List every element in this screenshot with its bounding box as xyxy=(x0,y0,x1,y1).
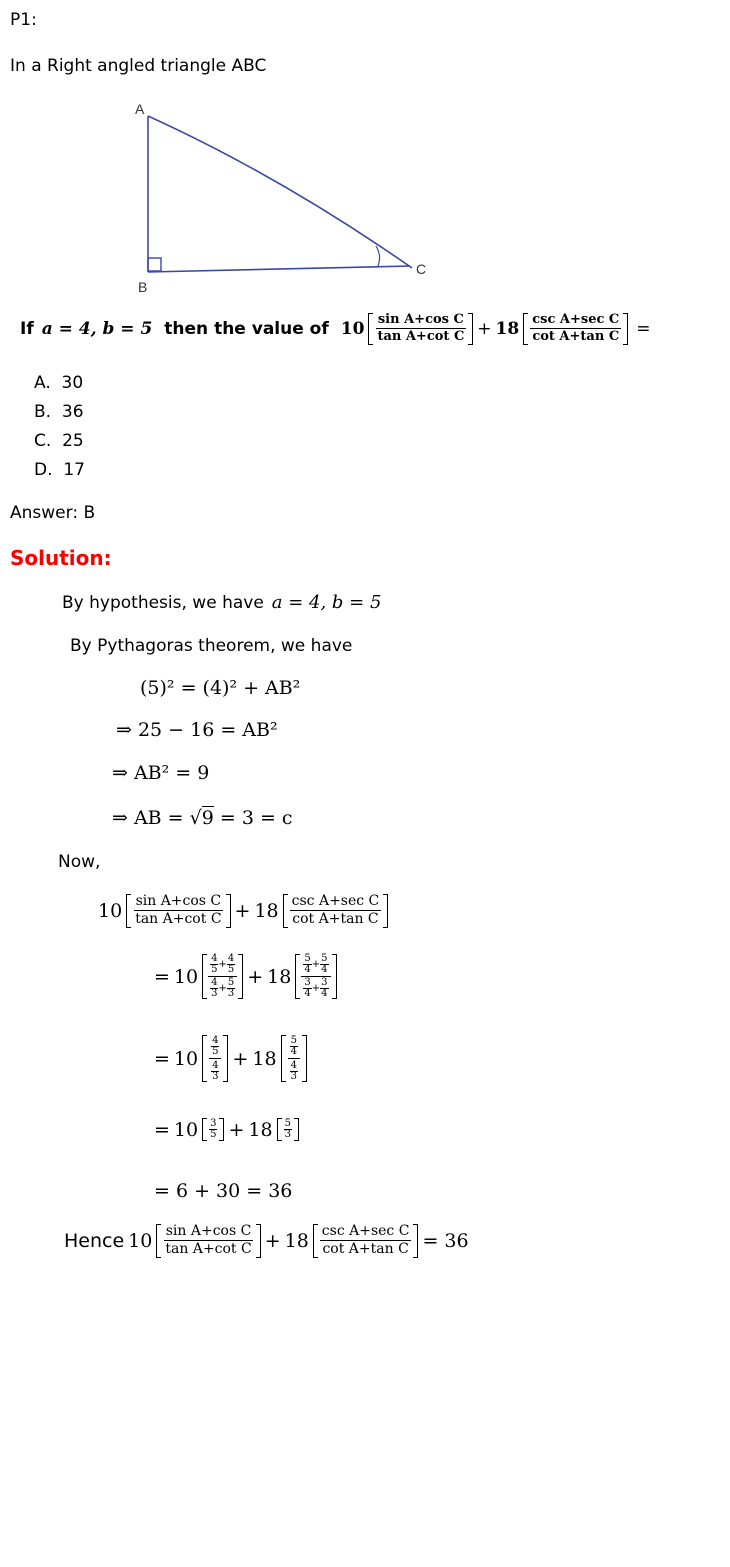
eq4-f1-n: 3 xyxy=(210,1118,217,1129)
question-middle: then the value of xyxy=(164,318,329,339)
eq3-f1-d-n: 4 xyxy=(212,1060,219,1071)
question-coef1: 10 xyxy=(340,318,365,339)
eq3-coef1: 10 xyxy=(173,1047,199,1070)
eq4-f2-n: 5 xyxy=(284,1118,291,1129)
eq3-f1-n-n: 4 xyxy=(212,1035,219,1046)
equation-line-5: = 6 + 30 = 36 xyxy=(154,1180,293,1202)
now-label: Now, xyxy=(58,852,101,872)
hypothesis-math: a = 4, b = 5 xyxy=(271,592,382,613)
eq2-plus: + xyxy=(247,965,264,988)
eq4-equals: = xyxy=(154,1118,170,1141)
label-a: A xyxy=(135,101,145,117)
question-coef2: 18 xyxy=(495,318,520,339)
hence-frac1-num: sin A+cos C xyxy=(164,1224,254,1241)
eq2-f2-n1-d: 4 xyxy=(304,964,311,975)
eq2-f2-d1-n: 3 xyxy=(304,977,311,988)
eq2-f2-n1-n: 5 xyxy=(304,953,311,964)
side-ac xyxy=(148,116,412,268)
option-d-letter: D. xyxy=(34,460,53,480)
eq4-coef2: 18 xyxy=(248,1118,273,1141)
problem-statement: In a Right angled triangle ABC xyxy=(10,56,267,76)
hence-label: Hence xyxy=(64,1229,125,1252)
eq4-f1-d: 5 xyxy=(210,1129,217,1140)
eq4-f2-d: 3 xyxy=(284,1129,291,1140)
eq1-bracket2 xyxy=(283,894,389,928)
step-3: ⇒ AB² = 9 xyxy=(112,762,210,784)
question-frac1-den: tan A+cot C xyxy=(377,329,465,345)
option-c-letter: C. xyxy=(34,431,52,451)
side-bc xyxy=(148,266,410,272)
option-b xyxy=(34,402,84,422)
eq3-plus: + xyxy=(232,1047,249,1070)
label-b: B xyxy=(138,279,148,295)
eq2-f2-n2-d: 4 xyxy=(321,964,328,975)
eq2-f1-n2-n: 4 xyxy=(227,953,235,964)
eq3-f1-d-d: 3 xyxy=(212,1071,219,1082)
question-bracket2 xyxy=(523,313,628,345)
eq2-f1-d2-n: 5 xyxy=(227,977,235,988)
equation-line-3 xyxy=(154,1035,307,1082)
question-plus: + xyxy=(477,318,492,339)
eq2-f1-d2-d: 3 xyxy=(227,988,235,999)
question-frac2-den: cot A+tan C xyxy=(532,329,620,345)
step-2: ⇒ 25 − 16 = AB² xyxy=(116,719,278,741)
eq2-f2-d2-n: 3 xyxy=(321,977,328,988)
eq3-coef2: 18 xyxy=(252,1047,277,1070)
option-c xyxy=(34,431,84,451)
step-1: (5)² = (4)² + AB² xyxy=(140,677,301,699)
hence-frac2-den: cot A+tan C xyxy=(322,1241,409,1258)
equation-line-4 xyxy=(154,1118,299,1141)
eq3-bracket2 xyxy=(281,1035,307,1082)
eq1-frac1-num: sin A+cos C xyxy=(134,894,224,911)
option-a-letter: A. xyxy=(34,373,51,393)
pythagoras-text: By Pythagoras theorem, we have xyxy=(70,636,353,656)
hence-coef1: 10 xyxy=(128,1229,153,1252)
equation-line-2 xyxy=(154,954,337,999)
step-4-c: = 3 = c xyxy=(213,807,293,829)
solution-heading: Solution: xyxy=(10,546,112,570)
question-line xyxy=(20,313,651,345)
step-4-a: ⇒ AB = √ xyxy=(112,807,202,829)
eq2-f2-d2-d: 4 xyxy=(321,988,328,999)
step-4 xyxy=(112,807,293,829)
eq1-frac2-den: cot A+tan C xyxy=(292,911,379,928)
eq1-bracket1 xyxy=(126,894,230,928)
question-prefix: If xyxy=(20,318,34,339)
option-d xyxy=(34,460,85,480)
right-angle-mark xyxy=(148,258,161,271)
eq2-equals: = xyxy=(154,965,170,988)
option-b-value: 36 xyxy=(61,402,84,422)
hence-line xyxy=(64,1224,469,1258)
eq3-f2-n-d: 4 xyxy=(290,1046,297,1057)
eq2-f1-n2-d: 5 xyxy=(227,964,235,975)
eq2-f1-d1-n: 4 xyxy=(211,977,218,988)
eq3-f1-n-d: 5 xyxy=(212,1046,219,1057)
eq2-f1-n1-d: 5 xyxy=(211,964,218,975)
label-c: C xyxy=(416,261,427,277)
eq3-bracket1 xyxy=(202,1035,228,1082)
option-b-letter: B. xyxy=(34,402,52,422)
hence-bracket2 xyxy=(313,1224,419,1258)
eq4-bracket1 xyxy=(202,1118,224,1141)
angle-c-arc xyxy=(376,246,380,266)
eq2-f2-d1-d: 4 xyxy=(304,988,311,999)
eq2-f2-n2-n: 5 xyxy=(321,953,328,964)
hence-plus: + xyxy=(264,1229,281,1252)
option-a xyxy=(34,373,83,393)
hence-bracket1 xyxy=(156,1224,260,1258)
eq4-plus: + xyxy=(228,1118,245,1141)
eq2-f1-d1-d: 3 xyxy=(211,988,218,999)
eq2-bracket2: 5 4 + $\frac{5}{4}$ 3 4 + $\frac{3}{4}$ xyxy=(295,954,336,999)
eq1-plus: + xyxy=(234,899,251,922)
question-frac2-num: csc A+sec C xyxy=(530,313,621,329)
eq2-bracket1: 4 5 + $\frac{4}{5}$ 4 3 + $\frac{5}{3}$ xyxy=(202,954,243,999)
hypothesis-text: By hypothesis, we have xyxy=(62,592,264,613)
hence-frac1-den: tan A+cot C xyxy=(165,1241,252,1258)
eq3-f2-d-n: 4 xyxy=(290,1060,297,1071)
eq3-f2-d-d: 3 xyxy=(290,1071,297,1082)
equation-line-1 xyxy=(98,894,388,928)
eq3-f2-n-n: 5 xyxy=(290,1035,297,1046)
option-c-value: 25 xyxy=(62,431,84,451)
eq4-bracket2 xyxy=(277,1118,299,1141)
hence-coef2: 18 xyxy=(284,1229,309,1252)
eq2-f1-n1-n: 4 xyxy=(211,953,218,964)
question-frac1-num: sin A+cos C xyxy=(376,313,466,329)
step-4-radicand: 9 xyxy=(201,807,214,829)
eq1-frac2-num: csc A+sec C xyxy=(290,894,382,911)
eq3-equals: = xyxy=(154,1047,170,1070)
hence-frac2-num: csc A+sec C xyxy=(320,1224,412,1241)
question-bracket1 xyxy=(368,313,473,345)
hypothesis-line xyxy=(62,592,381,613)
answer-line: Answer: B xyxy=(10,503,96,523)
eq1-frac1-den: tan A+cot C xyxy=(135,911,222,928)
triangle-figure xyxy=(120,96,440,296)
option-a-value: 30 xyxy=(61,373,84,393)
eq2-coef1: 10 xyxy=(173,965,199,988)
eq4-coef1: 10 xyxy=(173,1118,199,1141)
question-equals: = xyxy=(636,318,651,339)
option-d-value: 17 xyxy=(63,460,85,480)
question-condition: a = 4, b = 5 xyxy=(41,318,153,339)
eq2-coef2: 18 xyxy=(267,965,292,988)
eq1-coef2: 18 xyxy=(254,899,279,922)
hence-result: = 36 xyxy=(422,1229,469,1252)
eq1-coef1: 10 xyxy=(98,899,123,922)
problem-id: P1: xyxy=(10,10,37,30)
